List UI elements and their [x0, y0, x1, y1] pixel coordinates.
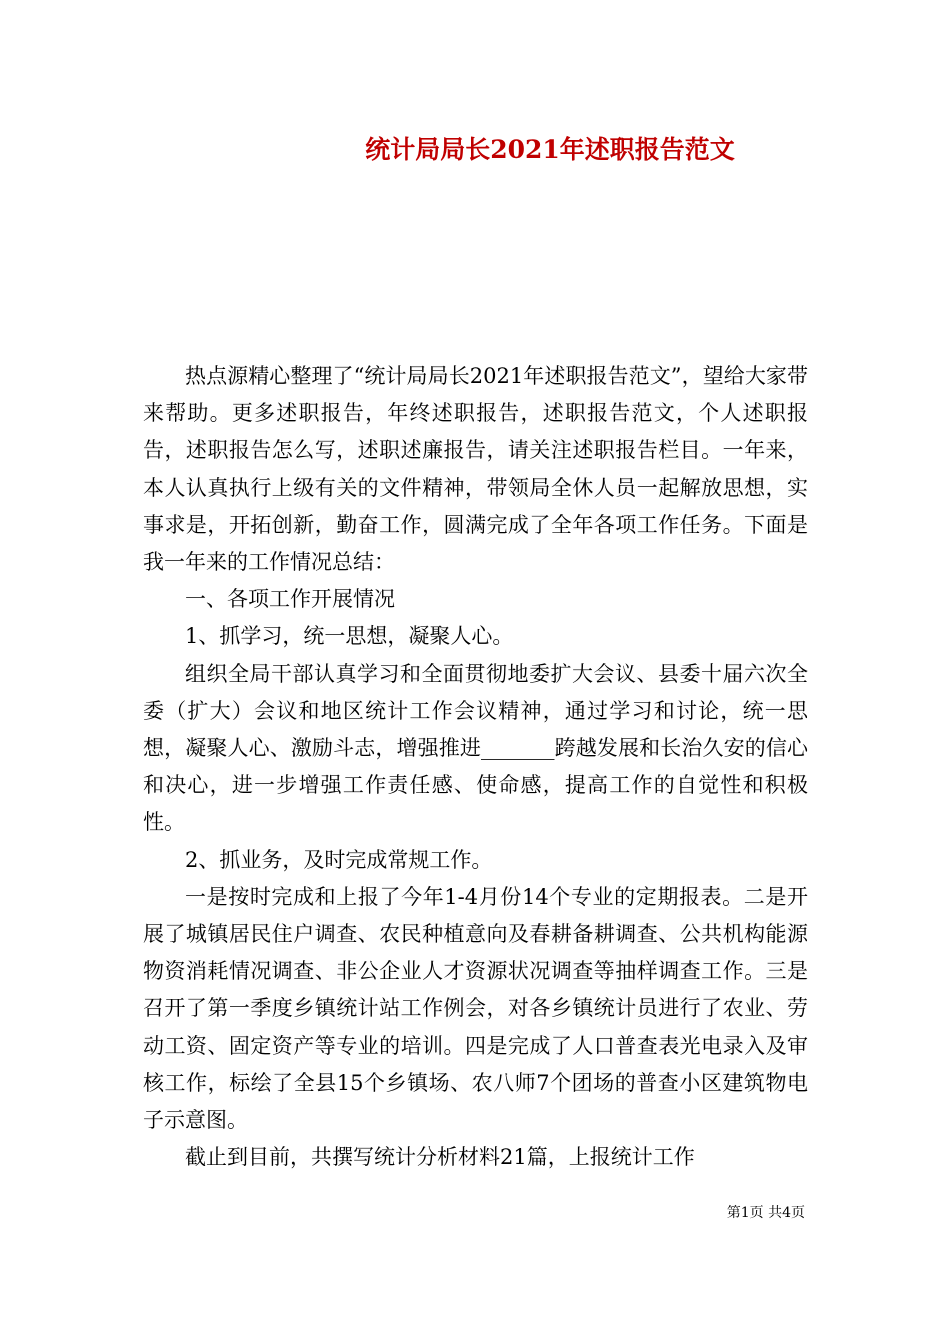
study-paragraph: 组织全局干部认真学习和全面贯彻地委扩大会议、县委十届六次全委（扩大）会议和地区统计工作会议精神，通过学习和讨论，统一思想，凝聚人心、激励斗志，增强推进_______跨越发展和长治久安的信心和决心，进一步增强工作责任感、使命感，提高工作的自觉性和积极性。 [143, 661, 808, 835]
subsection-heading-study: 1、抓学习，统一思想，凝聚人心。 [185, 624, 514, 649]
document-body [143, 358, 808, 1176]
document-title: 统计局局长2021年述职报告范文 [365, 135, 735, 164]
intro-paragraph: 热点源精心整理了“统计局局长2021年述职报告范文”，望给大家带来帮助。更多述职报告，年终述职报告，述职报告范文，个人述职报告，述职报告怎么写，述职述廉报告，请关注述职报告栏目。一年来，本人认真执行上级有关的文件精神，带领局全休人员一起解放思想，实事求是，开拓创新，勤奋工作，圆满完成了全年各项工作任务。下面是我一年来的工作情况总结： [143, 364, 808, 575]
business-paragraph: 一是按时完成和上报了今年1-4月份14个专业的定期报表。二是开展了城镇居民住户调查、农民种植意向及春耕备耕调查、公共机构能源物资消耗情况调查、非公企业人才资源状况调查等抽样调查工作。三是召开了第一季度乡镇统计站工作例会，对各乡镇统计员进行了农业、劳动工资、固定资产等专业的培训。四是完成了人口普查表光电录入及审核工作，标绘了全县15个乡镇场、农八师7个团场的普查小区建筑物电子示意图。 [143, 884, 808, 1133]
subsection-heading-business: 2、抓业务，及时完成常规工作。 [185, 847, 493, 872]
section-heading: 一、各项工作开展情况 [185, 587, 395, 612]
page-number: 第1页 共4页 [726, 1205, 805, 1221]
analysis-paragraph: 截止到目前，共撰写统计分析材料21篇，上报统计工作 [185, 1145, 695, 1170]
